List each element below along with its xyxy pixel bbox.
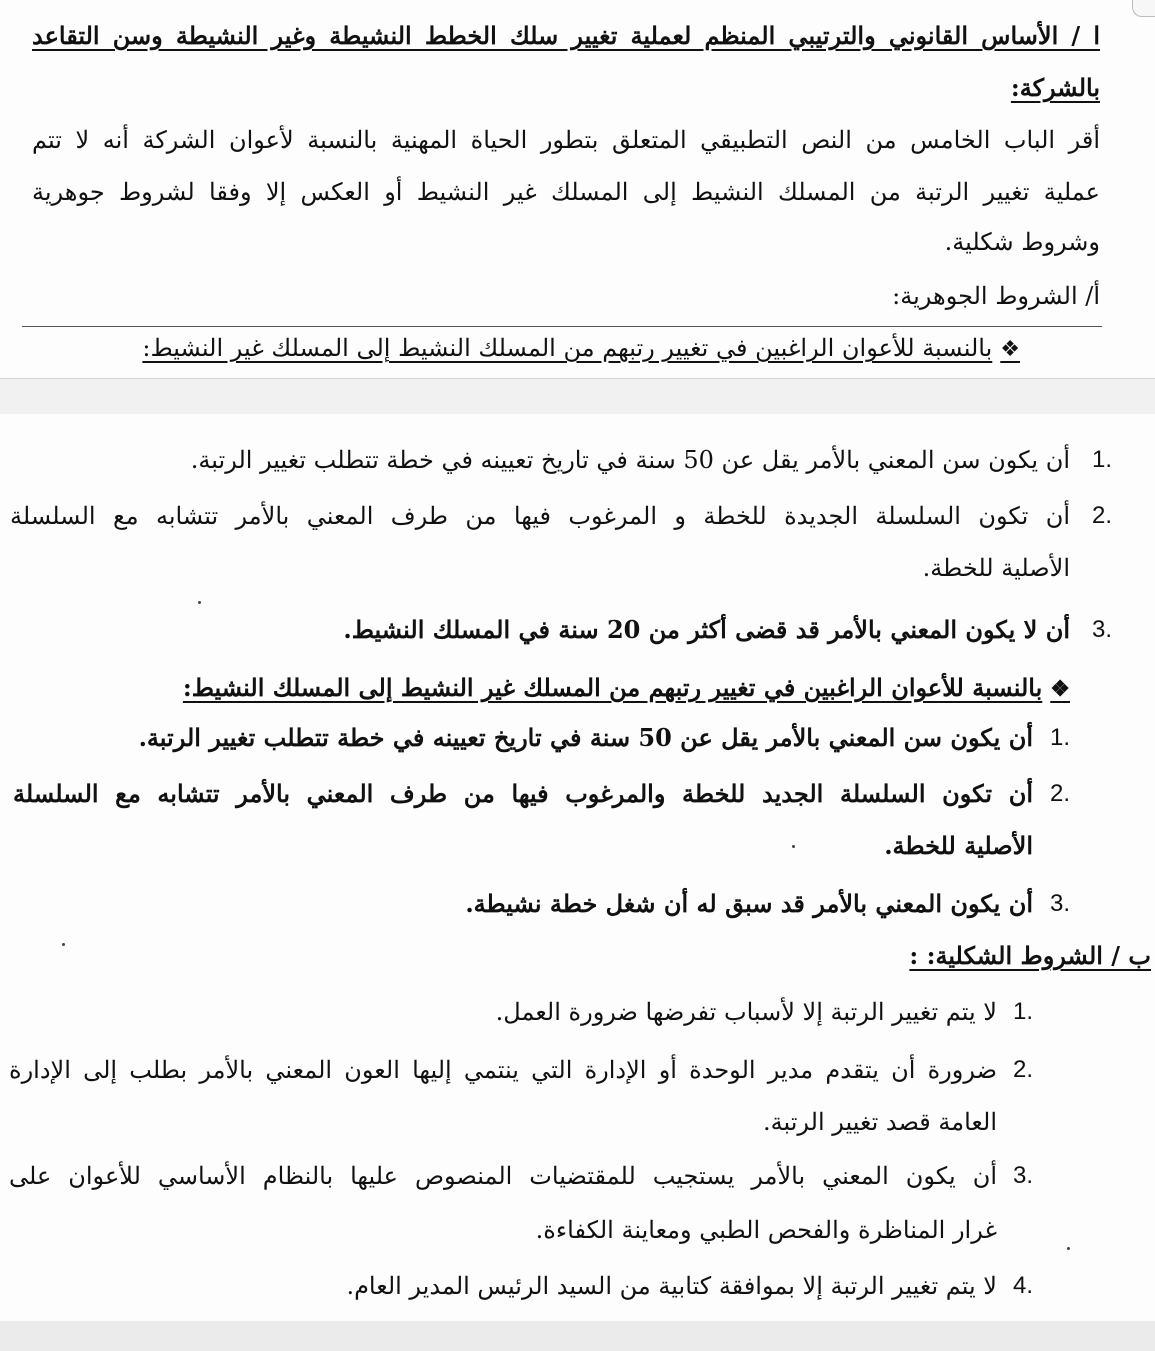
section-a-title-line1: ا / الأساس القانوني والترتيبي المنظم لعملية تغيير سلك الخطط النشيطة وغير النشيطة وسن التقاعد xyxy=(32,21,1100,50)
list-item: ضرورة أن يتقدم مدير الوحدة أو الإدارة التي ينتمي إليها العون المعني بالأمر بطلب إلى الإدارة xyxy=(9,1056,997,1084)
group1-heading xyxy=(142,332,1020,366)
page-gap xyxy=(0,379,1155,414)
page-corner-icon xyxy=(1132,0,1155,17)
list-item: أن تكون السلسلة الجديد للخطة والمرغوب فيها من طرف المعني بالأمر تتشابه مع السلسلة xyxy=(13,779,1033,808)
list-item: أن تكون السلسلة الجديدة للخطة و المرغوب فيها من طرف المعني بالأمر تتشابه مع السلسلة xyxy=(10,502,1071,530)
substantive-conditions-heading: أ/ الشروط الجوهرية: xyxy=(892,282,1100,310)
list-number: 3. xyxy=(1012,1162,1033,1189)
list-number: 1. xyxy=(1049,724,1070,751)
formal-conditions-heading: ب / الشروط الشكلية: : xyxy=(909,941,1151,970)
list-item: أن يكون المعني بالأمر يستجيب للمقتضيات المنصوص عليها بالنظام الأساسي للأعوان على xyxy=(9,1162,997,1190)
list-item-continuation: الأصلية للخطة. xyxy=(884,831,1033,860)
group1-heading-text: بالنسبة للأعوان الراغبين في تغيير رتبهم من المسلك النشيط إلى المسلك غير النشيط: xyxy=(142,334,993,362)
list-number: 2. xyxy=(1049,780,1070,807)
divider-line xyxy=(22,326,1102,327)
scan-speck xyxy=(62,943,65,946)
list-item: أن لا يكون المعني بالأمر قد قضى أكثر من 20 سنة في المسلك النشيط. xyxy=(343,615,1070,644)
list-item: لا يتم تغيير الرتبة إلا بموافقة كتابية من السيد الرئيس المدير العام. xyxy=(346,1272,997,1300)
intro-paragraph-line3: وشروط شكلية. xyxy=(944,228,1100,256)
scan-speck xyxy=(792,845,795,848)
list-item: أن يكون المعني بالأمر قد سبق له أن شغل خطة نشيطة. xyxy=(465,889,1033,918)
list-number: 2. xyxy=(1091,502,1112,529)
diamond-bullet-icon: ❖ xyxy=(1000,337,1020,362)
list-number: 2. xyxy=(1012,1056,1033,1083)
list-item-continuation: العامة قصد تغيير الرتبة. xyxy=(763,1108,997,1136)
list-item: أن يكون سن المعني بالأمر يقل عن 50 سنة في تاريخ تعيينه في خطة تتطلب تغيير الرتبة. xyxy=(138,723,1033,752)
intro-paragraph-line2: عملية تغيير الرتبة من المسلك النشيط إلى المسلك غير النشيط أو العكس إلا وفقا لشروط جوهرية xyxy=(32,178,1100,206)
document-page-2 xyxy=(0,414,1155,1321)
list-number: 3. xyxy=(1091,616,1112,643)
list-item: لا يتم تغيير الرتبة إلا لأسباب تفرضها ضرورة العمل. xyxy=(495,998,997,1026)
list-item: أن يكون سن المعني بالأمر يقل عن 50 سنة في تاريخ تعيينه في خطة تتطلب تغيير الرتبة. xyxy=(190,446,1070,474)
list-number: 1. xyxy=(1091,446,1112,473)
list-number: 4. xyxy=(1012,1272,1033,1299)
list-item-continuation: الأصلية للخطة. xyxy=(922,554,1070,582)
page-bottom-gap xyxy=(0,1321,1155,1351)
list-number: 1. xyxy=(1012,998,1033,1025)
section-a-title-line2: بالشركة: xyxy=(1010,73,1100,102)
intro-paragraph-line1: أقر الباب الخامس من النص التطبيقي المتعلق بتطور الحياة المهنية بالنسبة لأعوان الشركة أنه لا تتم xyxy=(32,126,1100,154)
diamond-bullet-icon: ❖ xyxy=(1050,676,1070,702)
group2-heading xyxy=(183,672,1070,705)
document-page-1 xyxy=(0,0,1155,379)
scan-speck xyxy=(1067,1247,1070,1250)
group2-heading-text: بالنسبة للأعوان الراغبين في تغيير رتبهم من المسلك غير النشيط إلى المسلك النشيط: xyxy=(182,673,1043,702)
list-number: 3. xyxy=(1049,890,1070,917)
list-item-continuation: غرار المناظرة والفحص الطبي ومعاينة الكفاءة. xyxy=(535,1216,997,1244)
scan-speck xyxy=(198,601,201,604)
